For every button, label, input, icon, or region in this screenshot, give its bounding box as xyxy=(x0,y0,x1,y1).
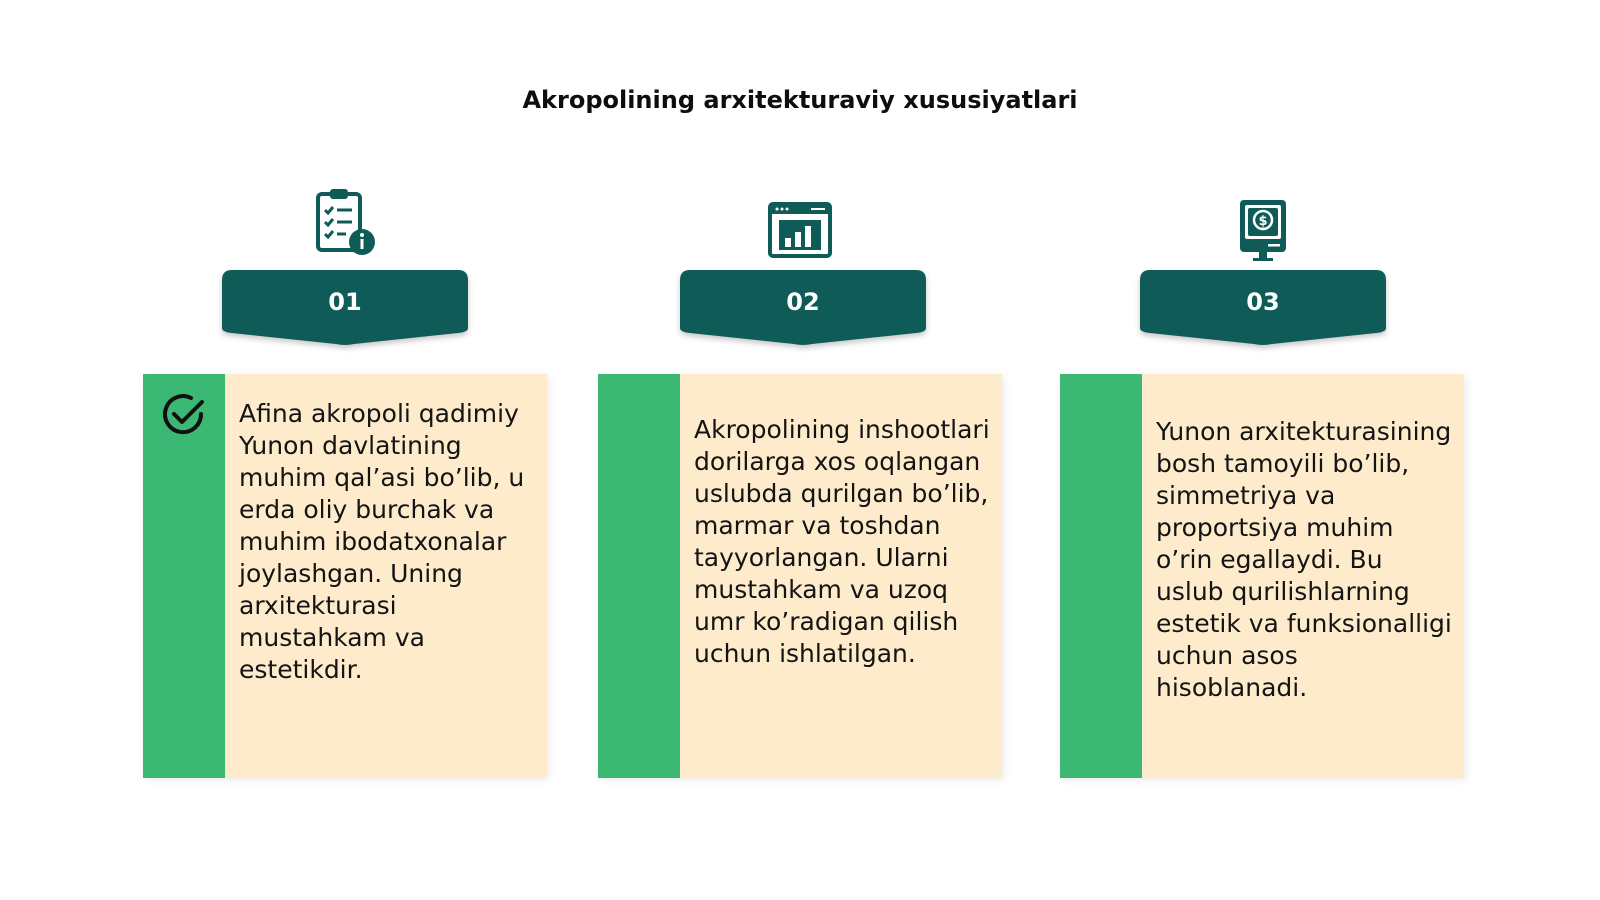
card-body xyxy=(680,374,1002,778)
step-number: 03 xyxy=(1246,288,1280,316)
step-badge-01 xyxy=(222,270,468,346)
step-number: 02 xyxy=(786,288,820,316)
svg-text:$: $ xyxy=(1258,214,1268,229)
card-stripe xyxy=(143,374,225,778)
card-body xyxy=(225,374,547,778)
step-badge-03 xyxy=(1140,270,1386,346)
feature-card-3 xyxy=(1060,374,1464,778)
card-stripe xyxy=(598,374,680,778)
card-text: Akropolining inshootlari dorilarga xos oqlangan uslubda qurilgan bo’lib, marmar va toshdan tayyorlangan. Ularni mustahkam va uzoq umr ko’radigan qilish uchun ishlatilgan. xyxy=(694,415,990,668)
page-title: Akropolining arxitekturaviy xususiyatlari xyxy=(522,86,1078,114)
feature-card-1 xyxy=(143,374,547,778)
card-text: Yunon arxitekturasining bosh tamoyili bo’lib, simmetriya va proportsiya muhim o’rin egallaydi. Bu uslub qurilishlarning estetik va funksionalligi uchun asos hisoblanadi. xyxy=(1156,417,1452,702)
card-text: Afina akropoli qadimiy Yunon davlatining muhim qal’asi bo’lib, u erda oliy burchak va muhim ibodatxonalar joylashgan. Uning arxitekturasi mustahkam va estetikdir. xyxy=(239,399,525,684)
browser-bar-chart-icon xyxy=(765,196,835,266)
feature-card-2 xyxy=(598,374,1002,778)
step-number: 01 xyxy=(328,288,362,316)
check-circle-icon xyxy=(161,392,207,438)
monitor-dollar-icon xyxy=(1228,196,1298,266)
clipboard-checklist-info-icon xyxy=(310,188,380,258)
card-stripe xyxy=(1060,374,1142,778)
step-badge-02 xyxy=(680,270,926,346)
card-body xyxy=(1142,374,1464,778)
